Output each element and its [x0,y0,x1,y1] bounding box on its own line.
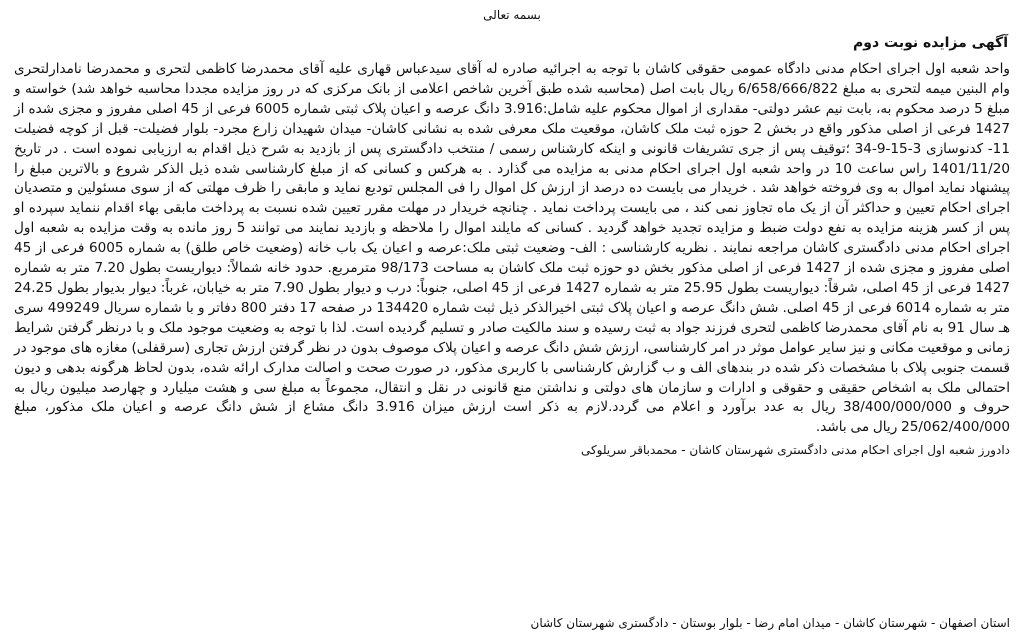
signature-line: دادورز شعبه اول اجرای احکام مدنی دادگستری شهرستان کاشان - محمدباقر سریلوکی [580,443,1010,458]
court-address: استان اصفهان - شهرستان کاشان - میدان امام رضا - بلوار بوستان - دادگستری شهرستان کاشان [530,616,1010,630]
notice-title: آگهی مزایده نوبت دوم [852,35,1008,51]
basmala-header: بسمه تعالی [483,8,541,22]
notice-body: واحد شعبه اول اجرای احکام مدنی دادگاه عمومی حقوقی کاشان با توجه به اجرائیه صادره له آقای سیدعباس قهاری علیه آقای محمدرضا کاظمی لتحری و محمدرضا نامدارلتحری وام البنین میمه لتحری به مبلغ 6/658/666/822 ریال بابت اصل (محاسبه شده طبق آخرین شاخص اعلامی از بانک مرکزی که در روز مزایده مجددا محاسبه خواهد شد) خواسته و مبلغ 5 درصد محکوم به، بابت نیم عشر دولتی- مقداری از اموال محکوم علیه شامل:3.916 دانگ عرصه و اعیان پلاک ثبتی شماره 6005 فرعی از 45 اصلی مفروز و مجزی شده از 1427 فرعی از اصلی مذکور واقع در بخش 2 حوزه ثبت ملک کاشان، موقعیت ملک معرفی شده به نشانی کاشان- میدان شهیدان زارع مجرد- بلوار فضیلت- قبل از کوچه فضیلت 11- کدنوسازی 3-15-9-34 ؛توقیف پس از جری تشریفات قانونی و اینکه کارشناس رسمی / منتخب دادگستری پس از بازدید به شرح ذیل اقدام به ارزیابی نموده است . در تاریخ 1401/11/20 راس ساعت 10 در واحد شعبه اول اجرای احکام مدنی به مزایده می گذارد . به هرکس و کسانی که از مبلغ کارشناسی شده ذیل الذکر شروع و بالاترین مبلغ را پیشنهاد نماید اموال به وی فروخته خواهد شد . خریدار می بایست ده درصد از ارزش کل اموال را فی المجلس تودیع نماید و مابقی را ظرف مهلتی که از سوی مسئولین و متصدیان اجرای احکام تعیین و حداکثر آن از یک ماه تجاوز نمی کند ، می بایست پرداخت نماید . چنانچه خریدار در مهلت مقرر تعیین شده نسبت به پرداخت مابقی بهاء اقدام ننماید سپرده او پس از کسر هزینه مزایده به نفع دولت ضبط و مزایده تجدید خواهد گردید . کسانی که مایلند اموال را ملاحظه و بازدید نمایند می توانند 5 روز مانده به وقت مزایده به شعبه اول اجرای احکام مدنی دادگستری کاشان مراجعه نمایند . نظریه کارشناسی : الف- وضعیت ثبتی ملک:عرصه و اعیان یک باب خانه (وضعیت خاص طلق) به شماره 6005 فرعی از 45 اصلی مفروز و مجزی شده از 1427 فرعی از اصلی مذکور بخش دو حوزه ثبت ملک کاشان به مساحت 98/173 مترمربع. حدود خانه شمالاً: دیواریست بطول 7.20 متر به شماره 1427 فرعی از 45 اصلی، شرقاً: دیواریست بطول 25.95 متر به شماره 1427 فرعی از 45 اصلی، جنوباً: درب و دیوار بطول 7.90 متر به خیابان، غرباً: دیوار بدیوار بطول 24.25 متر به شماره 6014 فرعی از 45 اصلی. شش دانگ عرصه و اعیان پلاک ثبتی اخیرالذکر ذیل ثبت شماره 134420 در صفحه 17 دفتر 800 دفاتر و با شماره سریال 499249 سری هـ سال 91 به نام آقای محمدرضا کاظمی لتحری فرزند جواد به ثبت رسیده و سند مالکیت صادر و تسلیم گردیده است. لذا با توجه به وضعیت موجود ملک و با درنظر گرفتن شرایط زمانی و موقعیت مکانی و نیز سایر عوامل موثر در امر کارشناسی، ارزش شش دانگ عرصه و اعیان پلاک موصوف بدون در نظر گرفتن ارزش تجاری (سرقفلی) مغازه های موجود در قسمت جنوبی پلاک با مشخصات ذکر شده در بندهای الف و ب گزارش کارشناسی با کاربری مذکور، در صورت صحت و اصالت مدارک ارائه شده، بدون لحاظ هرگونه بدهی و دیون احتمالی ملک به اشخاص حقیقی و حقوقی و ادارات و سازمان های دولتی و نداشتن منع قانونی در نقل و انتقال، مجموعاً به مبلغ سی و هشت میلیارد و چهارصد میلیون ریال به حروف و 38/400/000/000 ریال به عدد برآورد و اعلام می گردد.لازم به ذکر است ارزش میزان 3.916 دانگ مشاع از شش دانگ عرصه و اعیان ملک مذکور، مبلغ 25/062/400/000 ریال می باشد. [14,61,1011,436]
